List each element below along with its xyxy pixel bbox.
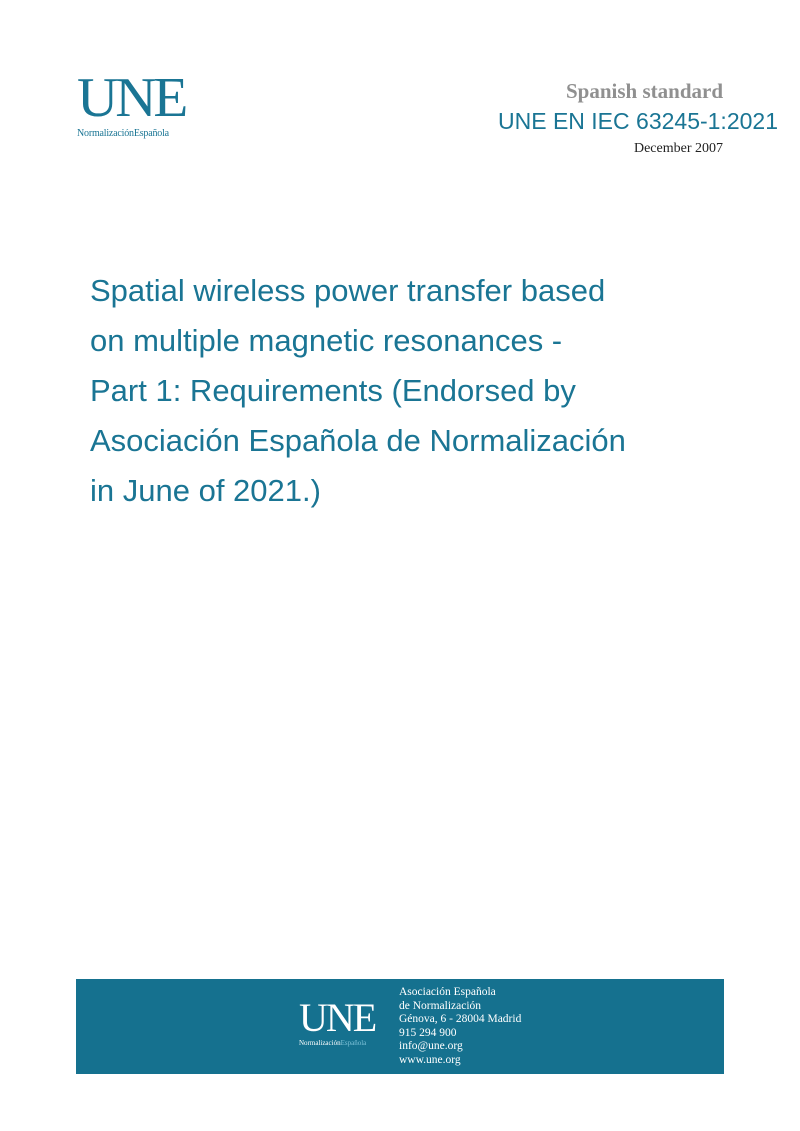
footer-logo-tagline-part1: Normalización [299,1039,341,1047]
une-logo [77,67,197,139]
footer-logo-tagline-part2: Española [340,1039,367,1047]
logo-wordmark: UNE [77,67,186,129]
footer-une-logo [299,995,389,1047]
footer-phone: 915 294 900 [399,1026,457,1039]
logo-tagline [77,128,197,139]
title-line: Spatial wireless power transfer based [90,273,606,308]
title-line: on multiple magnetic resonances - [90,323,563,358]
footer-contact-info [399,986,521,1068]
title-line: in June of 2021.) [90,473,321,508]
standard-kind: Spanish standard [566,79,723,103]
logo-tagline-part1: Normalización [77,128,134,139]
footer-org-name-line2: de Normalización [399,999,482,1012]
footer-website: www.une.org [399,1053,461,1066]
document-title [90,266,730,516]
document-header [498,78,778,158]
footer-address: Génova, 6 - 28004 Madrid [399,1013,522,1026]
logo-tagline-part2: Española [133,128,169,139]
footer-org-name-line1: Asociación Española [399,986,496,998]
standard-date: December 2007 [633,141,723,156]
footer-logo-wordmark: UNE [299,995,376,1040]
footer-logo-tagline [299,1039,389,1047]
standard-code: UNE EN IEC 63245-1:2021 [498,108,778,134]
footer-email: info@une.org [399,1040,463,1053]
title-line: Asociación Española de Normalización [90,423,626,458]
footer-banner [76,979,724,1074]
title-line: Part 1: Requirements (Endorsed by [90,373,576,408]
